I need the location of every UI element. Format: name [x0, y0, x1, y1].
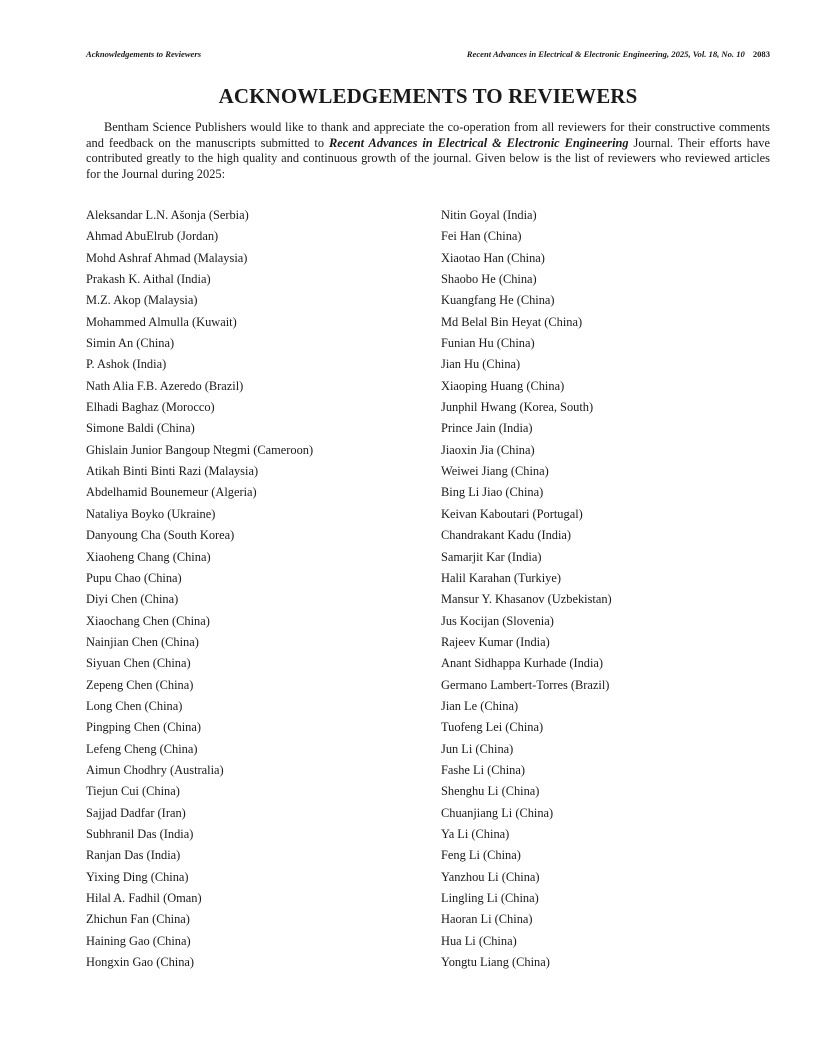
page-title: ACKNOWLEDGEMENTS TO REVIEWERS: [218, 84, 638, 108]
reviewer-name: Bing Li Jiao (China): [441, 485, 544, 500]
reviewer-name: Zhichun Fan (China): [86, 912, 190, 927]
header-section-title: Acknowledgements to Reviewers: [86, 49, 202, 59]
reviewer-name: Xiaochang Chen (China): [86, 613, 210, 628]
reviewer-name: Nath Alia F.B. Azeredo (Brazil): [86, 378, 244, 393]
reviewer-name: Tuofeng Lei (China): [441, 720, 544, 735]
intro-text-after: Journal. Their efforts have contributed greatly to the high quality and continuous growth of the journal. Given below is the list of reviewers who reviewed articles for the Journal during 2025:: [86, 135, 770, 181]
reviewer-name: Hua Li (China): [441, 933, 517, 948]
reviewer-name: Nitin Goyal (India): [441, 208, 537, 222]
reviewer-name: Fashe Li (China): [441, 762, 525, 777]
reviewer-name: Ranjan Das (India): [86, 848, 181, 863]
reviewer-name: Pupu Chao (China): [86, 570, 182, 585]
reviewer-name: Diyi Chen (China): [86, 592, 179, 607]
reviewer-name: Hilal A. Fadhil (Oman): [86, 891, 202, 905]
reviewer-name: Atikah Binti Binti Razi (Malaysia): [86, 464, 259, 479]
reviewer-name: Yanzhou Li (China): [441, 869, 540, 884]
reviewer-name: Jus Kocijan (Slovenia): [441, 613, 554, 628]
reviewer-name: P. Ashok (India): [86, 357, 167, 372]
reviewer-column-left: [86, 206, 313, 974]
header-journal-citation: Recent Advances in Electrical & Electronic Engineering, 2025, Vol. 18, No. 10: [466, 49, 745, 59]
reviewer-name: Danyoung Cha (South Korea): [86, 528, 235, 543]
reviewer-column-right: [441, 206, 612, 974]
reviewer-name: Abdelhamid Bounemeur (Algeria): [86, 485, 257, 500]
reviewer-name: Fei Han (China): [441, 229, 522, 244]
reviewer-name: Jun Li (China): [441, 741, 514, 756]
reviewer-name: Keivan Kaboutari (Portugal): [441, 506, 583, 521]
reviewer-name: Simone Baldi (China): [86, 421, 195, 436]
reviewer-name: Weiwei Jiang (China): [441, 464, 549, 479]
reviewer-name: Md Belal Bin Heyat (China): [441, 314, 583, 329]
reviewer-name: Aleksandar L.N. Ašonja (Serbia): [86, 208, 249, 222]
journal-name: Recent Advances in Electrical & Electronic Engineering: [329, 135, 629, 150]
reviewer-name: Kuangfang He (China): [441, 293, 555, 308]
reviewer-name: Ghislain Junior Bangoup Ntegmi (Cameroon): [86, 442, 314, 457]
reviewer-name: Junphil Hwang (Korea, South): [441, 400, 594, 415]
reviewer-name: Samarjit Kar (India): [441, 549, 542, 564]
reviewer-name: Prakash K. Aithal (India): [86, 272, 211, 287]
header-journal-info: [467, 49, 770, 59]
reviewer-name: Feng Li (China): [441, 848, 521, 863]
intro-text-before: Bentham Science Publishers would like to thank and appreciate the co-operation from all reviewers for their constructive comments and feedback on the manuscripts submitted to: [86, 120, 770, 150]
reviewer-name: Lefeng Cheng (China): [86, 741, 198, 756]
reviewer-name: Siyuan Chen (China): [86, 656, 191, 671]
reviewer-name: Chuanjiang Li (China): [441, 805, 554, 820]
reviewer-name: Simin An (China): [86, 336, 175, 351]
reviewer-name: Mohd Ashraf Ahmad (Malaysia): [86, 250, 248, 265]
reviewer-name: Funian Hu (China): [441, 336, 535, 351]
page-number: 2083: [752, 49, 770, 59]
reviewer-name: Rajeev Kumar (India): [441, 634, 550, 649]
reviewer-name: Sajjad Dadfar (Iran): [86, 805, 186, 820]
reviewer-name: Haoran Li (China): [441, 912, 533, 927]
reviewer-name: Germano Lambert-Torres (Brazil): [441, 677, 610, 692]
reviewer-name: Haining Gao (China): [86, 933, 191, 948]
reviewer-name: Mansur Y. Khasanov (Uzbekistan): [441, 592, 612, 607]
reviewer-name: Ahmad AbuElrub (Jordan): [86, 229, 219, 244]
reviewer-name: Lingling Li (China): [441, 891, 539, 905]
reviewer-name: Shenghu Li (China): [441, 784, 540, 799]
reviewer-name: Xiaoheng Chang (China): [86, 549, 211, 564]
reviewer-name: Nainjian Chen (China): [86, 634, 199, 649]
reviewer-name: Jian Hu (China): [441, 357, 521, 372]
reviewer-name: Zepeng Chen (China): [86, 677, 194, 692]
reviewer-name: Xiaoping Huang (China): [441, 378, 565, 393]
reviewer-name: Pingping Chen (China): [86, 720, 201, 735]
reviewer-name: Jian Le (China): [441, 698, 519, 713]
reviewer-name: M.Z. Akop (Malaysia): [86, 293, 198, 308]
reviewer-name: Chandrakant Kadu (India): [441, 528, 572, 543]
reviewer-name: Subhranil Das (India): [86, 826, 194, 841]
reviewer-name: Ya Li (China): [441, 826, 510, 841]
reviewer-name: Yongtu Liang (China): [441, 955, 550, 970]
reviewer-name: Prince Jain (India): [441, 421, 533, 436]
reviewer-name: Shaobo He (China): [441, 272, 537, 287]
reviewer-name: Halil Karahan (Turkiye): [441, 570, 561, 585]
reviewer-name: Xiaotao Han (China): [441, 250, 545, 265]
reviewer-name: Anant Sidhappa Kurhade (India): [441, 656, 604, 671]
reviewer-name: Mohammed Almulla (Kuwait): [86, 314, 237, 329]
reviewer-name: Elhadi Baghaz (Morocco): [86, 400, 215, 415]
running-header: [86, 49, 770, 59]
reviewer-name: Hongxin Gao (China): [86, 955, 195, 970]
reviewer-name: Long Chen (China): [86, 698, 183, 713]
reviewer-name: Jiaoxin Jia (China): [441, 442, 535, 457]
reviewer-name: Tiejun Cui (China): [86, 784, 180, 799]
reviewer-name: Nataliya Boyko (Ukraine): [86, 506, 216, 521]
reviewer-name: Yixing Ding (China): [86, 869, 189, 884]
reviewer-name: Aimun Chodhry (Australia): [86, 762, 224, 777]
intro-paragraph: [86, 120, 770, 182]
